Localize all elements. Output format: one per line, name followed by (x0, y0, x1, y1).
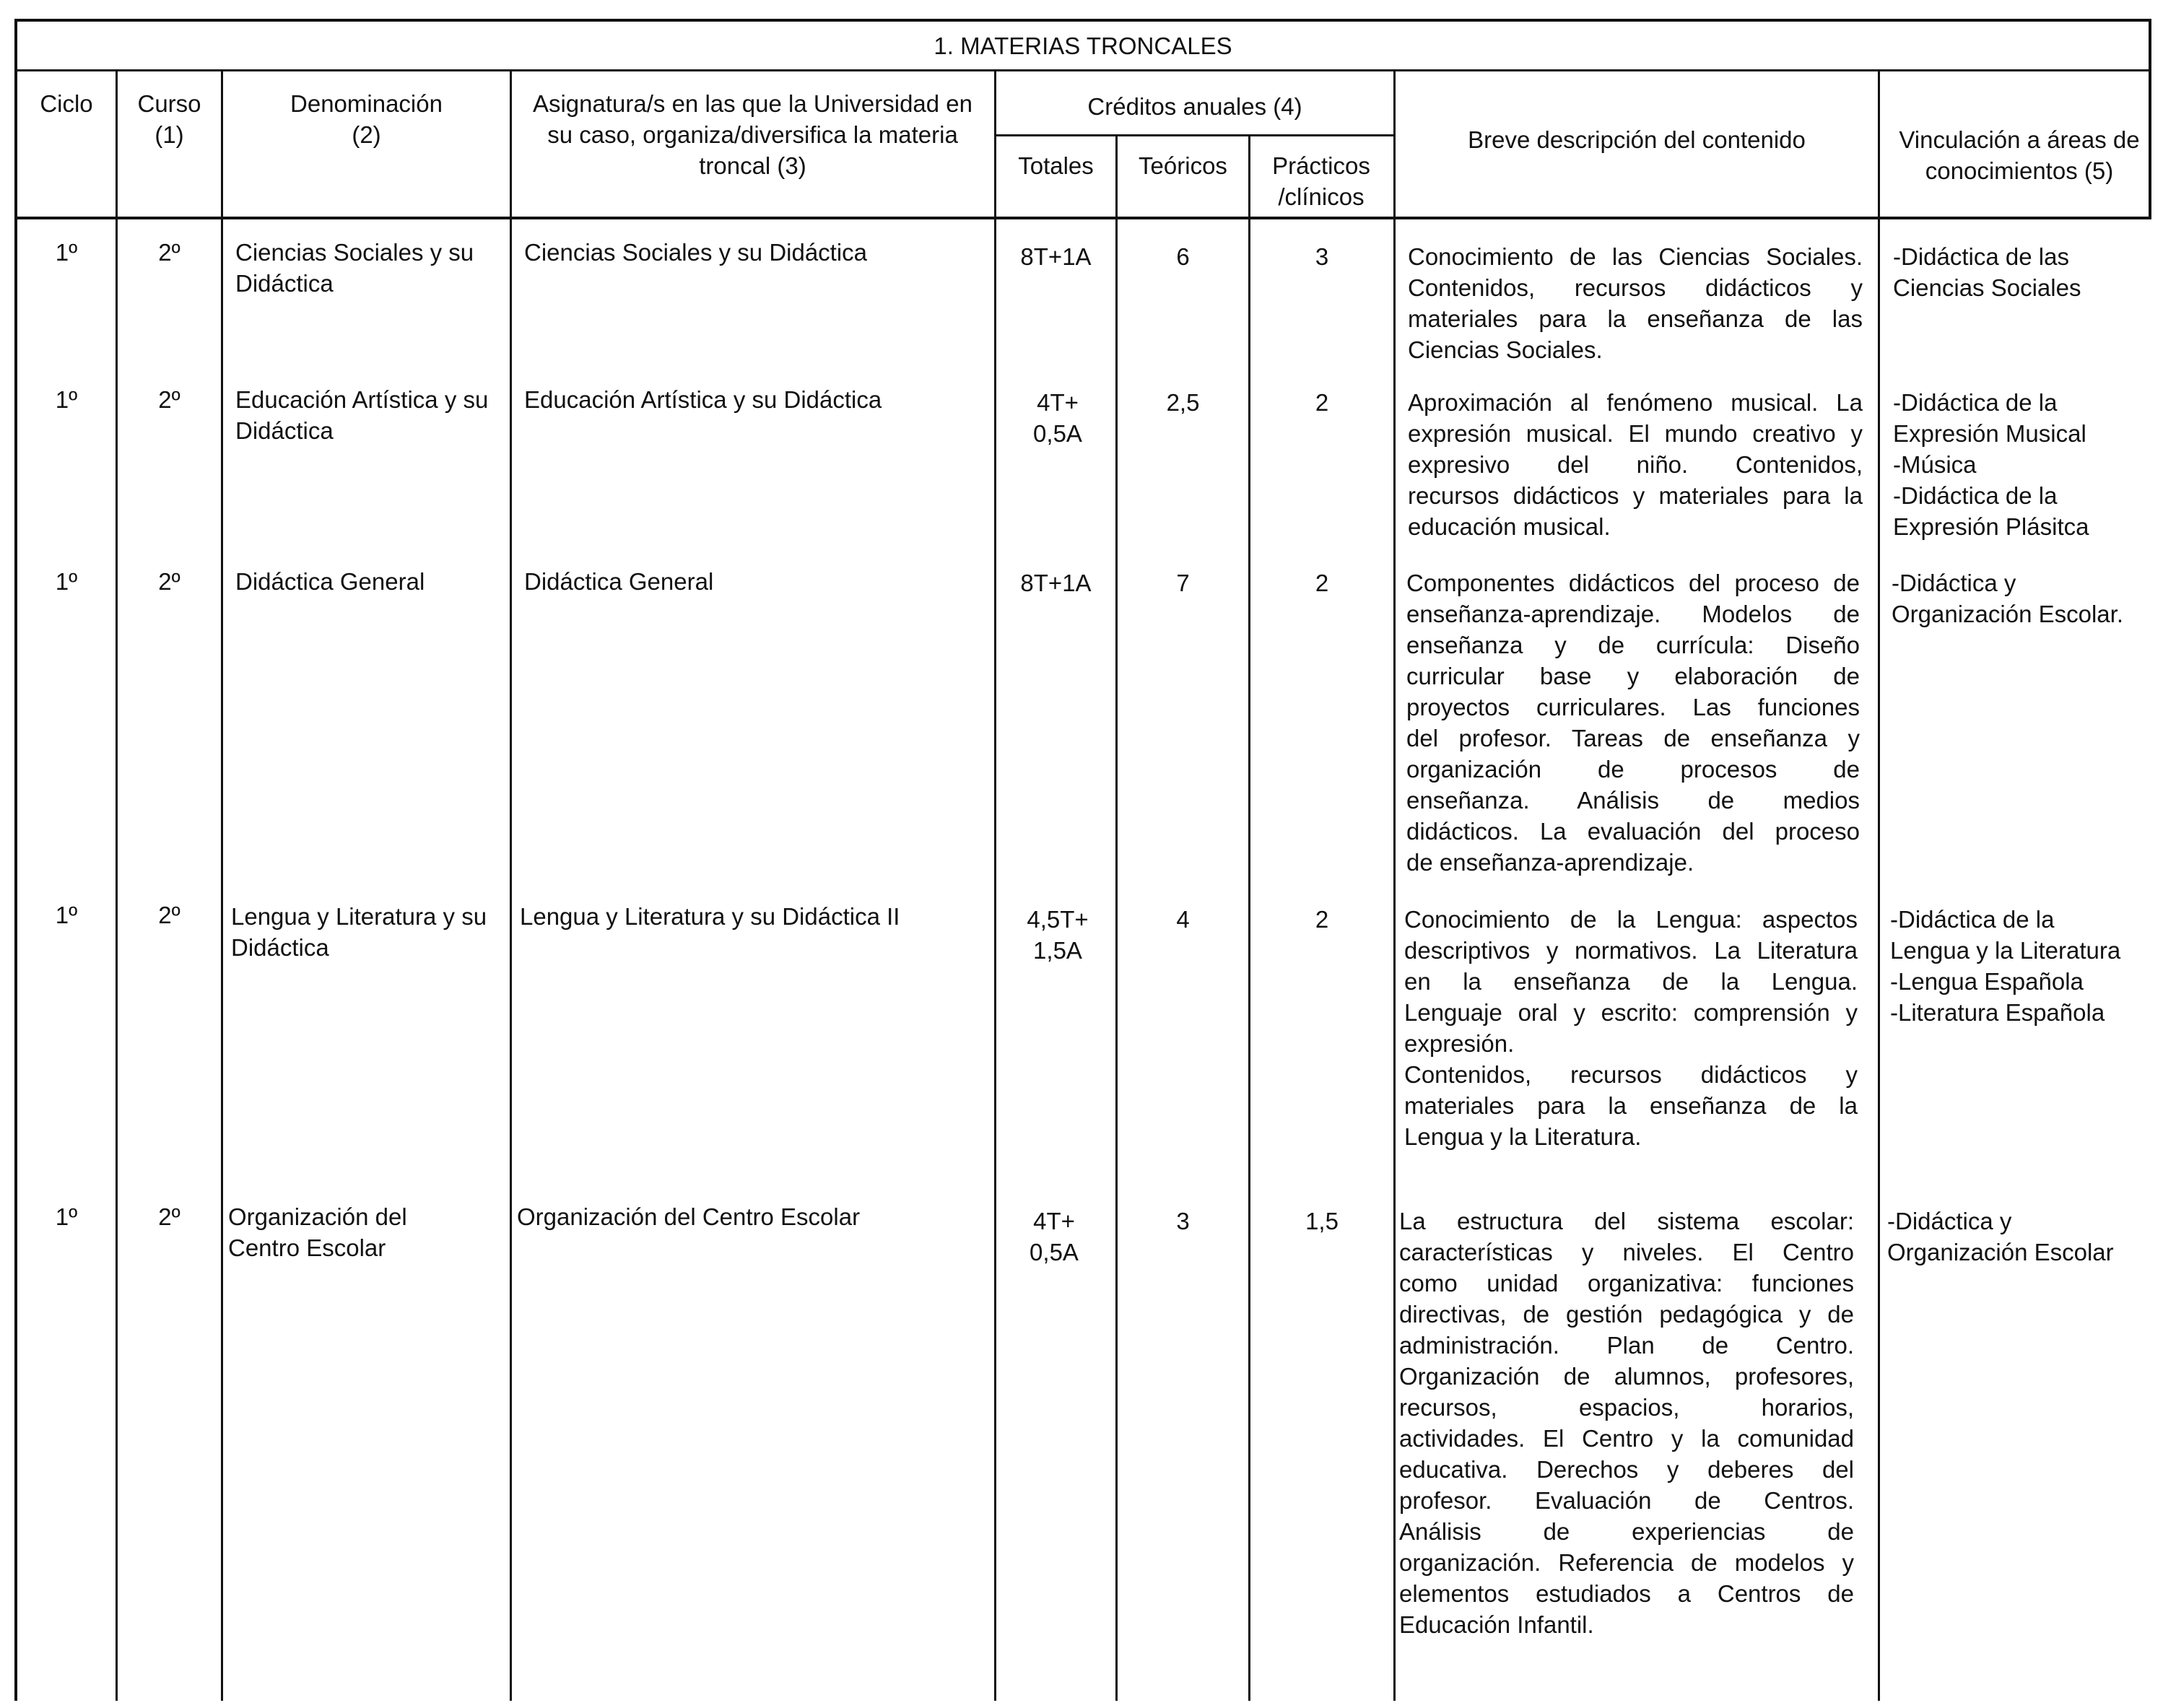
table-title: 1. MATERIAS TRONCALES (933, 32, 1232, 59)
row1-desc-line: Contenidos, recursos didácticos y (1408, 274, 1863, 301)
row2-practicos: 2 (1315, 389, 1329, 416)
row5-practicos: 1,5 (1305, 1208, 1339, 1234)
row3-desc-line: Componentes didácticos del proceso de (1406, 570, 1860, 596)
row5-desc-line: La estructura del sistema escolar: (1399, 1208, 1854, 1234)
col-divider-denominacion (510, 69, 512, 1701)
row3-asignatura: Didáctica General (524, 568, 714, 595)
title-bottom-border (14, 69, 2151, 71)
row3-ciclo: 1º (55, 568, 78, 595)
row1-ciclo: 1º (55, 239, 78, 266)
row5-asignatura: Organización del Centro Escolar (517, 1203, 861, 1230)
row2-totales: 4T+ 0,5A (1033, 389, 1082, 447)
row5-desc-line: como unidad organizativa: funciones (1399, 1270, 1854, 1297)
table-top-border (14, 19, 2151, 22)
row5-desc-line: Educación Infantil. (1399, 1611, 1594, 1638)
row3-desc-line: curricular base y elaboración de (1406, 663, 1860, 689)
row5-area-line: -Didáctica y (1887, 1208, 2012, 1234)
row3-totales: 8T+1A (1020, 570, 1092, 596)
row2-area-line: Expresión Musical (1893, 420, 2086, 447)
col-divider-ciclo (116, 69, 118, 1701)
row3-denominacion: Didáctica General (235, 568, 425, 595)
row3-desc-line: enseñanza-aprendizaje. Modelos de (1406, 601, 1860, 627)
row4-area-line: Lengua y la Literatura (1890, 937, 2121, 964)
row4-desc-line: materiales para la enseñanza de la (1404, 1092, 1858, 1119)
row3-area-line: Organización Escolar. (1892, 601, 2123, 627)
row3-area-line: -Didáctica y (1892, 570, 2016, 596)
row4-desc-line: Lenguaje oral y escrito: comprensión y (1404, 999, 1858, 1026)
row5-desc-line: profesor. Evaluación de Centros. (1399, 1487, 1854, 1514)
row2-area-line: Expresión Plásitca (1893, 513, 2089, 540)
row4-areas (1890, 904, 2149, 1028)
row1-denominacion: Ciencias Sociales y su Didáctica (235, 239, 474, 297)
header-descripcion: Breve descripción del contenido (1468, 126, 1806, 153)
col-divider-curso (221, 69, 223, 1701)
row2-desc-line: expresivo del niño. Contenidos, (1408, 451, 1863, 478)
row4-curso: 2º (158, 902, 180, 928)
row1-area-line: Ciencias Sociales (1893, 274, 2081, 301)
row4-desc-line: en la enseñanza de la Lengua. (1404, 968, 1858, 995)
header-denominacion (223, 88, 510, 150)
row2-denominacion: Educación Artística y su Didáctica (235, 386, 489, 444)
row5-desc-line: características y niveles. El Centro (1399, 1239, 1854, 1265)
header-practicos: Prácticos /clínicos (1272, 152, 1370, 210)
row1-desc-line: materiales para la enseñanza de las (1408, 305, 1863, 332)
row3-curso: 2º (158, 568, 180, 595)
row1-asignatura: Ciencias Sociales y su Didáctica (524, 239, 868, 266)
table-right-border (2149, 19, 2151, 219)
row4-denominacion: Lengua y Literatura y su Didáctica (231, 903, 487, 961)
row1-practicos: 3 (1315, 243, 1329, 270)
row3-desc-line: enseñanza y de currícula: Diseño (1406, 632, 1860, 658)
row4-descripcion (1404, 904, 1858, 1152)
row4-desc-line: expresión. (1404, 1030, 1515, 1057)
row3-desc-line: didácticos. La evaluación del proceso (1406, 818, 1860, 845)
row5-teoricos: 3 (1176, 1208, 1190, 1234)
row4-desc-line: Lengua y la Literatura. (1404, 1123, 1642, 1150)
row5-descripcion (1399, 1206, 1854, 1640)
row3-areas (1892, 567, 2149, 629)
row3-desc-line: organización de procesos de (1406, 756, 1860, 783)
header-asignatura: Asignatura/s en las que la Universidad en su caso, organiza/diversifica la materia troncal (3) (532, 90, 973, 179)
row4-asignatura: Lengua y Literatura y su Didáctica II (520, 903, 900, 930)
col-divider-asignatura (994, 69, 996, 1701)
row1-areas (1893, 241, 2146, 303)
header-vinculacion: Vinculación a áreas de conocimientos (5) (1899, 126, 2140, 184)
row2-desc-line: educación musical. (1408, 513, 1611, 540)
row3-desc-line: enseñanza. Análisis de medios (1406, 787, 1860, 814)
row1-curso: 2º (158, 239, 180, 266)
row5-desc-line: Organización de alumnos, profesores, (1399, 1363, 1854, 1390)
row2-curso: 2º (158, 386, 180, 413)
row5-desc-line: elementos estudiados a Centros de (1399, 1580, 1854, 1607)
table-left-border (14, 19, 17, 1701)
row2-descripcion (1408, 387, 1863, 542)
header-denominacion-note: (2) (352, 121, 381, 148)
row5-desc-line: Análisis de experiencias de (1399, 1518, 1854, 1545)
row3-teoricos: 7 (1176, 570, 1190, 596)
row5-desc-line: actividades. El Centro y la comunidad (1399, 1425, 1854, 1452)
row4-area-line: -Literatura Española (1890, 999, 2105, 1026)
row4-desc-line: descriptivos y normativos. La Literatura (1404, 937, 1858, 964)
row5-desc-line: educativa. Derechos y deberes del (1399, 1456, 1854, 1483)
row2-areas (1893, 387, 2146, 542)
row4-desc-line: Contenidos, recursos didácticos y (1404, 1061, 1858, 1088)
row1-descripcion (1408, 241, 1863, 365)
row4-desc-line: Conocimiento de la Lengua: aspectos (1404, 906, 1858, 933)
col-divider-practicos (1393, 69, 1396, 1701)
row5-desc-line: directivas, de gestión pedagógica y de (1399, 1301, 1854, 1328)
row3-desc-line: proyectos curriculares. Las funciones (1406, 694, 1860, 720)
row3-descripcion (1406, 567, 1860, 878)
row1-area-line: -Didáctica de las (1893, 243, 2069, 270)
row5-ciclo: 1º (55, 1203, 78, 1230)
row3-desc-line: del profesor. Tareas de enseñanza y (1406, 725, 1860, 751)
row1-totales: 8T+1A (1020, 243, 1092, 270)
row2-asignatura: Educación Artística y su Didáctica (524, 386, 882, 413)
row2-desc-line: recursos didácticos y materiales para la (1408, 482, 1863, 509)
header-bottom-border (14, 217, 2151, 219)
row1-desc-line: Conocimiento de las Ciencias Sociales. (1408, 243, 1863, 270)
row5-curso: 2º (158, 1203, 180, 1230)
row3-practicos: 2 (1315, 570, 1329, 596)
row2-desc-line: Aproximación al fenómeno musical. La (1408, 389, 1863, 416)
row1-desc-line: Ciencias Sociales. (1408, 336, 1603, 363)
header-curso (118, 88, 221, 150)
row4-area-line: -Lengua Española (1890, 968, 2084, 995)
row4-teoricos: 4 (1176, 906, 1190, 933)
header-creditos: Créditos anuales (4) (1087, 93, 1302, 120)
row4-ciclo: 1º (55, 902, 78, 928)
row5-totales: 4T+ 0,5A (1030, 1208, 1079, 1265)
row4-totales: 4,5T+ 1,5A (1027, 906, 1089, 964)
row5-areas (1887, 1206, 2147, 1268)
header-curso-note: (1) (154, 121, 184, 148)
creditos-sub-border (995, 134, 1393, 136)
row2-area-line: -Música (1893, 451, 1977, 478)
header-denominacion-label: Denominación (290, 90, 443, 117)
row5-area-line: Organización Escolar (1887, 1239, 2114, 1265)
row2-desc-line: expresión musical. El mundo creativo y (1408, 420, 1863, 447)
row2-teoricos: 2,5 (1166, 389, 1200, 416)
row3-desc-line: de enseñanza-aprendizaje. (1406, 849, 1694, 876)
row2-ciclo: 1º (55, 386, 78, 413)
row5-desc-line: recursos, espacios, horarios, (1399, 1394, 1854, 1421)
row2-area-line: -Didáctica de la (1893, 389, 2058, 416)
col-divider-descripcion (1878, 69, 1880, 1701)
header-teoricos: Teóricos (1139, 152, 1227, 179)
row5-denominacion: Organización del Centro Escolar (228, 1203, 407, 1261)
row4-area-line: -Didáctica de la (1890, 906, 2055, 933)
header-ciclo: Ciclo (40, 90, 93, 117)
header-curso-label: Curso (137, 90, 201, 117)
row4-practicos: 2 (1315, 906, 1329, 933)
row5-desc-line: organización. Referencia de modelos y (1399, 1549, 1854, 1576)
row2-area-line: -Didáctica de la (1893, 482, 2058, 509)
row1-teoricos: 6 (1176, 243, 1190, 270)
row5-desc-line: administración. Plan de Centro. (1399, 1332, 1854, 1359)
header-totales: Totales (1018, 152, 1094, 179)
